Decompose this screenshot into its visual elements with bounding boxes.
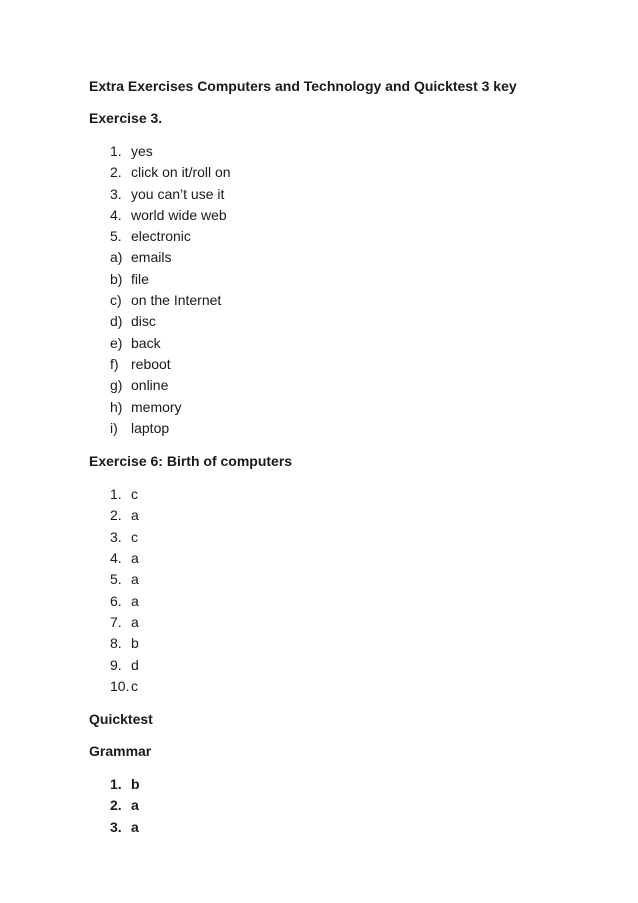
list-text: file (131, 270, 149, 287)
list-text: electronic (131, 228, 191, 245)
list-marker: 3. (110, 528, 122, 545)
list-item (110, 633, 588, 654)
list-text: reboot (131, 355, 171, 372)
list-item (110, 333, 588, 354)
list-marker: 10. (110, 677, 130, 694)
grammar-answer-list (89, 774, 588, 838)
list-item (110, 226, 588, 247)
list-marker: 9. (110, 656, 122, 673)
list-text: yes (131, 143, 153, 159)
list-text: laptop (131, 419, 170, 436)
list-item (110, 548, 588, 569)
list-marker: 5. (110, 571, 122, 588)
list-marker: 2. (110, 797, 122, 814)
list-text: memory (131, 398, 182, 415)
list-item (110, 184, 588, 205)
list-marker: b) (110, 270, 123, 287)
list-text: a (131, 818, 139, 835)
list-item (110, 612, 588, 633)
list-marker: g) (110, 377, 123, 394)
list-marker: 2. (110, 507, 122, 524)
list-item (110, 505, 588, 526)
list-item (110, 311, 588, 332)
list-item (110, 774, 588, 795)
list-item (110, 375, 588, 396)
list-marker: d) (110, 313, 123, 330)
list-item (110, 397, 588, 418)
list-item (110, 247, 588, 268)
list-marker: 1. (110, 143, 122, 159)
list-marker: f) (110, 355, 119, 372)
list-text: on the Internet (131, 292, 222, 309)
list-item (110, 569, 588, 590)
list-item (110, 676, 588, 697)
list-text: a (131, 613, 139, 630)
list-item (110, 141, 588, 162)
list-marker: 3. (110, 818, 122, 835)
list-text: back (131, 334, 161, 351)
list-marker: 2. (110, 164, 122, 181)
list-marker: 7. (110, 613, 122, 630)
list-marker: 4. (110, 206, 122, 223)
page-title: Extra Exercises Computers and Technology and Quicktest 3 key (89, 78, 517, 94)
exercise6-answer-list (89, 484, 588, 697)
list-text: world wide web (131, 206, 227, 223)
list-text: you can’t use it (131, 185, 225, 202)
list-marker: 1. (110, 486, 122, 503)
list-text: a (131, 550, 139, 567)
list-marker: 5. (110, 228, 122, 245)
list-text: d (131, 656, 139, 673)
list-item (110, 418, 588, 439)
list-text: c (131, 677, 138, 694)
list-marker: h) (110, 398, 123, 415)
list-text: b (131, 776, 140, 793)
list-item (110, 591, 588, 612)
list-item (110, 655, 588, 676)
list-item (110, 527, 588, 548)
list-text: disc (131, 313, 156, 330)
list-item (110, 162, 588, 183)
list-marker: a) (110, 249, 123, 266)
list-marker: i) (110, 419, 118, 436)
list-text: c (131, 486, 138, 503)
list-text: b (131, 635, 139, 652)
list-marker: c) (110, 292, 122, 309)
exercise3-answer-list (89, 141, 588, 439)
list-marker: 4. (110, 550, 122, 567)
list-item (110, 795, 588, 816)
list-marker: 6. (110, 592, 122, 609)
list-marker: e) (110, 334, 123, 351)
list-item (110, 354, 588, 375)
list-item (110, 290, 588, 311)
section-heading-exercise6: Exercise 6: Birth of computers (89, 453, 293, 470)
list-marker: 8. (110, 635, 122, 652)
list-text: a (131, 592, 139, 609)
section-heading-grammar: Grammar (89, 743, 152, 760)
list-text: a (131, 507, 139, 524)
list-text: c (131, 528, 138, 545)
list-item (110, 484, 588, 505)
list-item (110, 817, 588, 838)
list-marker: 3. (110, 185, 122, 202)
list-text: a (131, 797, 139, 814)
list-item (110, 269, 588, 290)
list-text: click on it/roll on (131, 164, 231, 181)
list-text: online (131, 377, 169, 394)
list-text: emails (131, 249, 172, 266)
section-heading-quicktest: Quicktest (89, 711, 153, 728)
section-heading-exercise3: Exercise 3. (89, 110, 163, 126)
list-item (110, 205, 588, 226)
list-marker: 1. (110, 776, 122, 793)
list-text: a (131, 571, 139, 588)
